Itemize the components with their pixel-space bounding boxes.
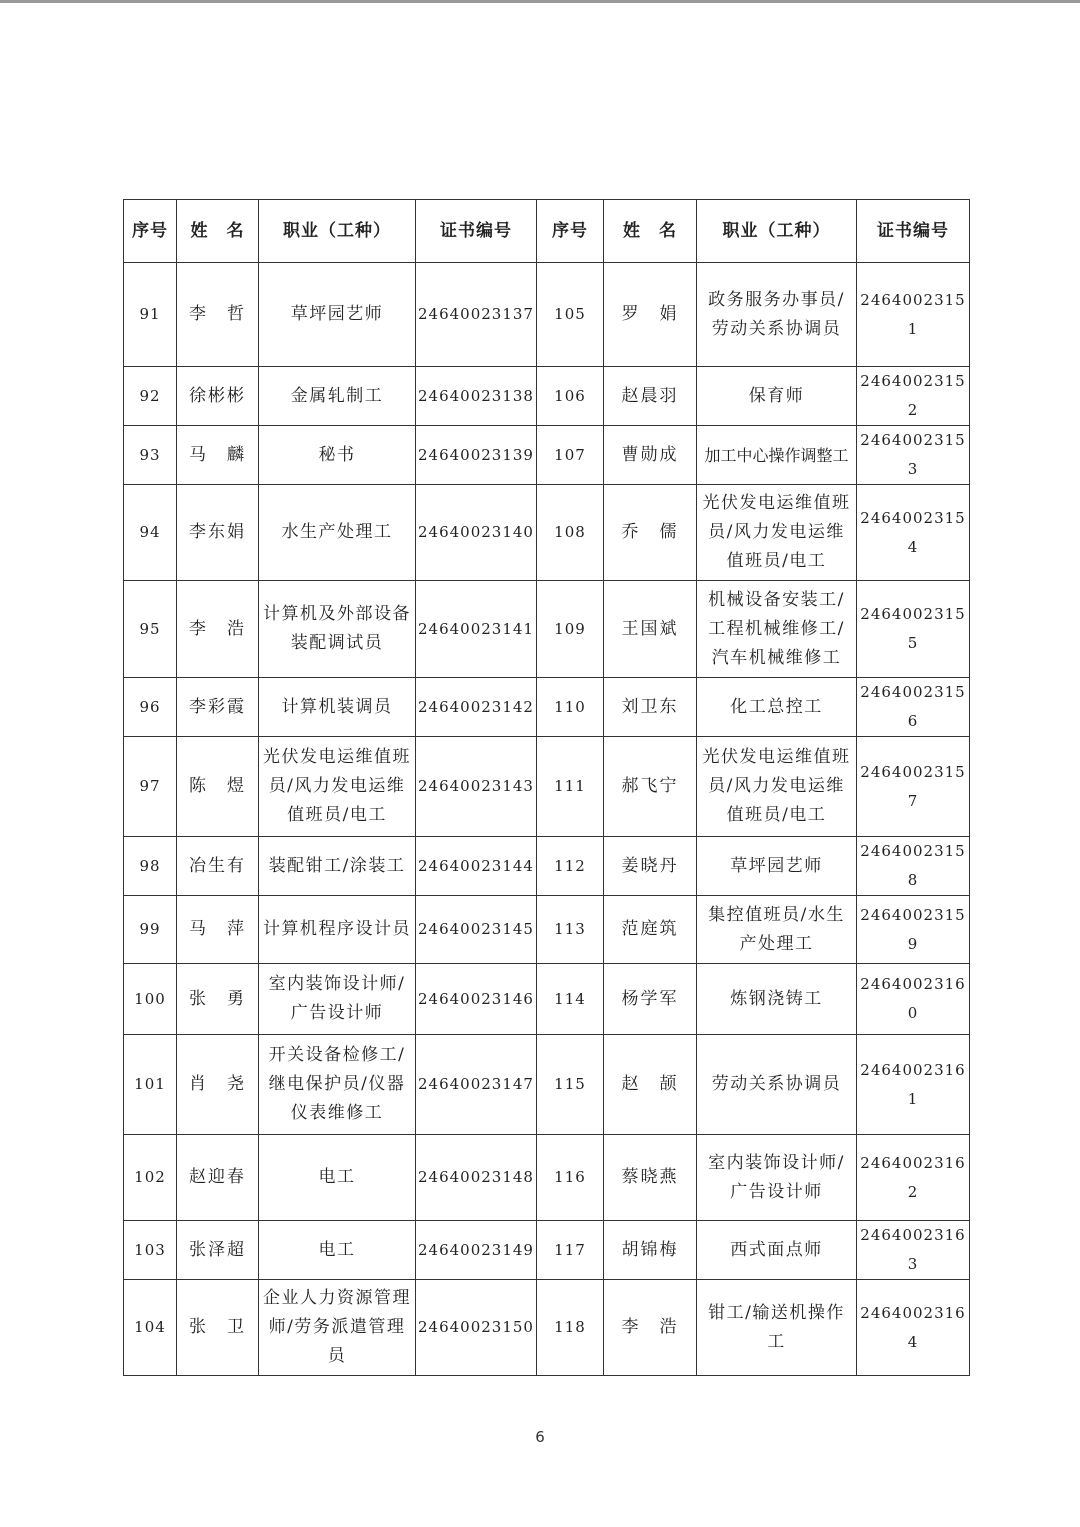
header-cert-right: 证书编号 xyxy=(857,200,970,263)
name-cell: 马 萍 xyxy=(177,896,259,964)
cert-cell: 24640023155 xyxy=(857,581,970,678)
header-seq-left: 序号 xyxy=(124,200,177,263)
table-row xyxy=(124,1280,970,1376)
occupation-cell: 草坪园艺师 xyxy=(697,837,857,896)
occupation-cell: 计算机及外部设备装配调试员 xyxy=(259,581,416,678)
cert-cell: 24640023163 xyxy=(857,1221,970,1280)
table-row xyxy=(124,1035,970,1135)
occupation-cell: 室内装饰设计师/广告设计师 xyxy=(259,964,416,1035)
table-row xyxy=(124,964,970,1035)
cert-cell: 24640023153 xyxy=(857,426,970,485)
cert-cell: 24640023146 xyxy=(416,964,537,1035)
occupation-cell: 加工中心操作调整工 xyxy=(697,426,857,485)
cert-cell: 24640023137 xyxy=(416,263,537,367)
name-cell: 刘卫东 xyxy=(604,678,697,737)
occupation-cell: 光伏发电运维值班员/风力发电运维值班员/电工 xyxy=(259,737,416,837)
occupation-cell: 草坪园艺师 xyxy=(259,263,416,367)
cert-cell: 24640023151 xyxy=(857,263,970,367)
name-cell: 姜晓丹 xyxy=(604,837,697,896)
table-row xyxy=(124,678,970,737)
seq-cell: 97 xyxy=(124,737,177,837)
table-row xyxy=(124,581,970,678)
cert-cell: 24640023138 xyxy=(416,367,537,426)
occupation-cell: 室内装饰设计师/广告设计师 xyxy=(697,1135,857,1221)
cert-cell: 24640023161 xyxy=(857,1035,970,1135)
occupation-cell: 西式面点师 xyxy=(697,1221,857,1280)
occupation-cell: 保育师 xyxy=(697,367,857,426)
cert-cell: 24640023139 xyxy=(416,426,537,485)
occupation-cell: 计算机装调员 xyxy=(259,678,416,737)
cert-cell: 24640023152 xyxy=(857,367,970,426)
occupation-cell: 炼钢浇铸工 xyxy=(697,964,857,1035)
seq-cell: 99 xyxy=(124,896,177,964)
seq-cell: 94 xyxy=(124,485,177,581)
name-cell: 范庭筑 xyxy=(604,896,697,964)
occupation-cell: 企业人力资源管理师/劳务派遣管理员 xyxy=(259,1280,416,1376)
cert-cell: 24640023164 xyxy=(857,1280,970,1376)
occupation-cell: 政务服务办事员/劳动关系协调员 xyxy=(697,263,857,367)
occupation-cell: 水生产处理工 xyxy=(259,485,416,581)
name-cell: 李彩霞 xyxy=(177,678,259,737)
seq-cell: 92 xyxy=(124,367,177,426)
certificate-table xyxy=(123,199,970,1376)
name-cell: 李东娟 xyxy=(177,485,259,581)
seq-cell: 93 xyxy=(124,426,177,485)
table-row xyxy=(124,837,970,896)
occupation-cell: 劳动关系协调员 xyxy=(697,1035,857,1135)
table-header-row xyxy=(124,200,970,263)
occupation-cell: 装配钳工/涂装工 xyxy=(259,837,416,896)
seq-cell: 98 xyxy=(124,837,177,896)
name-cell: 王国斌 xyxy=(604,581,697,678)
occupation-cell: 钳工/输送机操作工 xyxy=(697,1280,857,1376)
occupation-cell: 秘书 xyxy=(259,426,416,485)
cert-cell: 24640023156 xyxy=(857,678,970,737)
seq-cell: 106 xyxy=(537,367,604,426)
cert-cell: 24640023141 xyxy=(416,581,537,678)
name-cell: 赵晨羽 xyxy=(604,367,697,426)
name-cell: 张泽超 xyxy=(177,1221,259,1280)
table-row xyxy=(124,367,970,426)
cert-cell: 24640023144 xyxy=(416,837,537,896)
seq-cell: 96 xyxy=(124,678,177,737)
name-cell: 杨学军 xyxy=(604,964,697,1035)
header-name-right: 姓 名 xyxy=(604,200,697,263)
header-name-left: 姓 名 xyxy=(177,200,259,263)
occupation-cell: 计算机程序设计员 xyxy=(259,896,416,964)
name-cell: 胡锦梅 xyxy=(604,1221,697,1280)
table-row xyxy=(124,896,970,964)
name-cell: 陈 煜 xyxy=(177,737,259,837)
certificate-table-container xyxy=(123,199,969,1376)
cert-cell: 24640023142 xyxy=(416,678,537,737)
cert-cell: 24640023147 xyxy=(416,1035,537,1135)
occupation-cell: 开关设备检修工/继电保护员/仪器仪表维修工 xyxy=(259,1035,416,1135)
name-cell: 肖 尧 xyxy=(177,1035,259,1135)
name-cell: 冶生有 xyxy=(177,837,259,896)
name-cell: 赵 颉 xyxy=(604,1035,697,1135)
occupation-cell: 金属轧制工 xyxy=(259,367,416,426)
header-cert-left: 证书编号 xyxy=(416,200,537,263)
name-cell: 马 麟 xyxy=(177,426,259,485)
seq-cell: 117 xyxy=(537,1221,604,1280)
cert-cell: 24640023150 xyxy=(416,1280,537,1376)
cert-cell: 24640023162 xyxy=(857,1135,970,1221)
seq-cell: 103 xyxy=(124,1221,177,1280)
seq-cell: 108 xyxy=(537,485,604,581)
seq-cell: 107 xyxy=(537,426,604,485)
seq-cell: 95 xyxy=(124,581,177,678)
seq-cell: 112 xyxy=(537,837,604,896)
occupation-cell: 集控值班员/水生产处理工 xyxy=(697,896,857,964)
cert-cell: 24640023160 xyxy=(857,964,970,1035)
seq-cell: 100 xyxy=(124,964,177,1035)
cert-cell: 24640023145 xyxy=(416,896,537,964)
occupation-cell: 光伏发电运维值班员/风力发电运维值班员/电工 xyxy=(697,737,857,837)
seq-cell: 91 xyxy=(124,263,177,367)
cert-cell: 24640023140 xyxy=(416,485,537,581)
seq-cell: 109 xyxy=(537,581,604,678)
name-cell: 罗 娟 xyxy=(604,263,697,367)
seq-cell: 118 xyxy=(537,1280,604,1376)
name-cell: 曹勋成 xyxy=(604,426,697,485)
cert-cell: 24640023149 xyxy=(416,1221,537,1280)
cert-cell: 24640023154 xyxy=(857,485,970,581)
header-occupation-left: 职业（工种） xyxy=(259,200,416,263)
name-cell: 张 勇 xyxy=(177,964,259,1035)
name-cell: 乔 儒 xyxy=(604,485,697,581)
name-cell: 徐彬彬 xyxy=(177,367,259,426)
name-cell: 李 哲 xyxy=(177,263,259,367)
name-cell: 李 浩 xyxy=(604,1280,697,1376)
occupation-cell: 光伏发电运维值班员/风力发电运维值班员/电工 xyxy=(697,485,857,581)
name-cell: 赵迎春 xyxy=(177,1135,259,1221)
occupation-cell: 化工总控工 xyxy=(697,678,857,737)
cert-cell: 24640023143 xyxy=(416,737,537,837)
table-row xyxy=(124,485,970,581)
seq-cell: 115 xyxy=(537,1035,604,1135)
table-row xyxy=(124,1135,970,1221)
occupation-cell: 机械设备安装工/工程机械维修工/汽车机械维修工 xyxy=(697,581,857,678)
seq-cell: 105 xyxy=(537,263,604,367)
cert-cell: 24640023157 xyxy=(857,737,970,837)
seq-cell: 116 xyxy=(537,1135,604,1221)
table-row xyxy=(124,737,970,837)
name-cell: 郝飞宁 xyxy=(604,737,697,837)
page-top-border xyxy=(0,0,1080,3)
seq-cell: 111 xyxy=(537,737,604,837)
occupation-cell: 电工 xyxy=(259,1221,416,1280)
seq-cell: 102 xyxy=(124,1135,177,1221)
header-occupation-right: 职业（工种） xyxy=(697,200,857,263)
table-row xyxy=(124,1221,970,1280)
occupation-cell: 电工 xyxy=(259,1135,416,1221)
name-cell: 李 浩 xyxy=(177,581,259,678)
seq-cell: 101 xyxy=(124,1035,177,1135)
table-row xyxy=(124,426,970,485)
name-cell: 蔡晓燕 xyxy=(604,1135,697,1221)
seq-cell: 114 xyxy=(537,964,604,1035)
seq-cell: 110 xyxy=(537,678,604,737)
seq-cell: 113 xyxy=(537,896,604,964)
cert-cell: 24640023148 xyxy=(416,1135,537,1221)
cert-cell: 24640023159 xyxy=(857,896,970,964)
page-number: 6 xyxy=(535,1428,545,1446)
cert-cell: 24640023158 xyxy=(857,837,970,896)
name-cell: 张 卫 xyxy=(177,1280,259,1376)
header-seq-right: 序号 xyxy=(537,200,604,263)
seq-cell: 104 xyxy=(124,1280,177,1376)
table-row xyxy=(124,263,970,367)
